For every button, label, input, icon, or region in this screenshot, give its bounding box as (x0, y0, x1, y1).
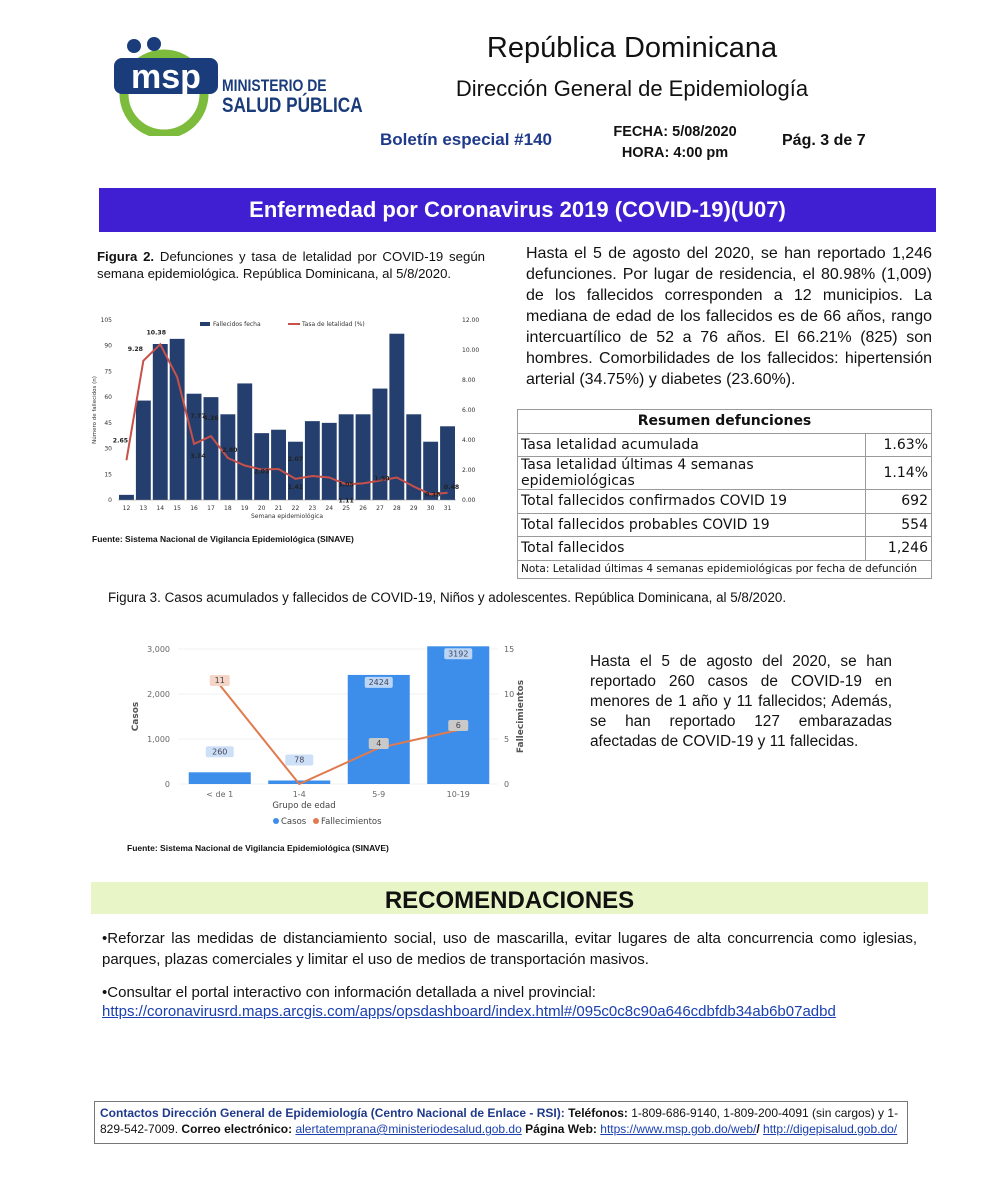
point-label: 2.03 (254, 468, 270, 476)
bar-label: 3192 (448, 649, 469, 659)
y2-tick-label: 10.00 (462, 347, 480, 354)
y-tick-label: 75 (104, 368, 112, 376)
bar-fallecidos (204, 397, 219, 500)
y-axis-label: Número de fallecidos (n) (92, 376, 98, 444)
x-tick-label: 28 (393, 505, 401, 512)
legend-swatch-casos (273, 818, 279, 824)
bar-fallecidos (322, 423, 337, 500)
x-tick-label: 5-9 (372, 790, 386, 799)
point-label: 9.28 (127, 345, 143, 353)
dashboard-link[interactable]: https://coronavirusrd.maps.arcgis.com/apps/opsdashboard/index.html#/095c0c8c90a646cdbfdb34ab6b07adbd (102, 1003, 836, 1020)
legend-swatch-fallecidos (200, 322, 210, 326)
legend-swatch-fallecimientos (313, 818, 319, 824)
contacts-label: Contactos Dirección General de Epidemiología (Centro Nacional de Enlace - RSI): (100, 1106, 565, 1120)
bar-fallecidos (237, 383, 252, 500)
bar-fallecidos (389, 334, 404, 500)
bar-fallecidos (271, 430, 286, 500)
bar-casos (427, 646, 489, 784)
deaths-paragraph: Hasta el 5 de agosto del 2020, se han reportado 1,246 defunciones. Por lugar de residencia, el 80.98% (1,009) de los fallecidos corresponden a 12 municipios. La mediana de edad de los fallecidos es de 66 años, rango intercuartílico de 52 a 76 años. El 66.21% (825) son hombres. Comorbilidades de los fallecidos: hipertensión arterial (34.75%) y diabetes (23.60%). (526, 245, 932, 388)
y-tick-label: 30 (104, 445, 112, 453)
phones-label: Teléfonos: (568, 1106, 628, 1120)
y2-tick-label: 2.00 (462, 467, 476, 474)
x-tick-label: 10-19 (446, 790, 470, 799)
point-label: 2.80 (222, 447, 238, 454)
bar-label: 78 (294, 755, 305, 765)
y2-tick-label: 0.00 (462, 497, 476, 504)
row-value: 1,246 (866, 537, 932, 561)
y2-tick-label: 6.00 (462, 407, 476, 414)
recommendation-text: Consultar el portal interactivo con información detallada a nivel provincial: (107, 984, 596, 1001)
children-cases-chart (118, 618, 538, 836)
bar-fallecidos (254, 433, 269, 500)
bar-fallecidos (136, 401, 151, 500)
web-separator: / (756, 1122, 760, 1136)
line-label: 11 (214, 676, 225, 685)
x-tick-label: 21 (274, 505, 283, 512)
y-tick-label: 105 (100, 317, 112, 324)
point-label: 7.77 (190, 412, 206, 420)
bar-casos (189, 772, 251, 784)
x-tick-label: 14 (156, 505, 165, 512)
org-line2: SALUD PÚBLICA (222, 94, 363, 117)
y-tick-label: 3,000 (147, 645, 170, 654)
line-fallecimientos (220, 685, 459, 784)
recommendation-item (102, 983, 917, 1021)
org-name (222, 76, 363, 116)
y-tick-label: 15 (104, 471, 112, 479)
row-label: Total fallecidos confirmados COVID 19 (518, 490, 866, 514)
page-number: Pág. 3 de 7 (782, 132, 866, 149)
bar-fallecidos (373, 389, 388, 500)
bulletin-number: Boletín especial #140 (380, 130, 552, 149)
phones: 1-809-686-9140, 1-809-200-4091 (sin cargos) y 1-829-542-7009. (100, 1106, 899, 1136)
figure3-source: Fuente: Sistema Nacional de Vigilancia Epidemiológica (SINAVE) (127, 843, 389, 853)
y2-tick-label: 0 (504, 780, 510, 789)
x-tick-label: 23 (308, 505, 317, 512)
y-tick-label: 1,000 (147, 735, 170, 744)
deaths-by-week-chart (88, 308, 498, 530)
table-row (518, 457, 932, 490)
x-tick-label: 29 (409, 505, 418, 512)
point-label: 10.38 (146, 329, 167, 337)
point-label: 1.05 (338, 481, 354, 489)
recommendation-item (102, 928, 917, 970)
table-row (518, 433, 932, 457)
bar-casos (348, 675, 410, 784)
table-row (518, 537, 932, 561)
legend-tasa: Tasa de letalidad (%) (302, 321, 365, 328)
bar-fallecidos (119, 495, 134, 500)
y2-tick-label: 15 (504, 645, 515, 654)
point-label: 3.74 (190, 452, 206, 460)
x-tick-label: 26 (359, 505, 367, 512)
bar-fallecidos (153, 344, 168, 500)
bar-fallecidos (305, 421, 320, 500)
y-tick-label: 60 (104, 394, 112, 402)
row-value: 1.14% (866, 457, 932, 490)
y2-tick-label: 8.00 (462, 377, 476, 384)
figure2-text: Defunciones y tasa de letalidad por COVID-19 según semana epidemiológica. República Dominicana, al 5/8/2020. (97, 249, 485, 281)
y-tick-label: 90 (104, 342, 112, 350)
y-tick-label: 45 (104, 419, 112, 427)
contacts-footer (94, 1101, 908, 1144)
figure2-caption (97, 248, 485, 282)
section-banner: Enfermedad por Coronavirus 2019 (COVID-19)(U07) (99, 188, 936, 232)
logo-text: msp (131, 58, 201, 96)
x-tick-label: 15 (173, 505, 181, 512)
bullet-icon: • (102, 930, 108, 947)
x-tick-label: 25 (342, 505, 350, 512)
y2-tick-label: 10 (504, 690, 515, 699)
line-label: 4 (376, 739, 382, 748)
summary-table (517, 409, 932, 579)
y2-tick-label: 12.00 (462, 317, 480, 324)
x-axis-label: Grupo de edad (272, 801, 336, 811)
summary-note: Nota: Letalidad últimas 4 semanas epidemiológicas por fecha de defunción (518, 560, 932, 578)
recommendation-text: Reforzar las medidas de distanciamiento social, uso de mascarilla, evitar lugares de alta concurrencia como iglesias, parques, plazas comerciales y limitar el uso de medios de transportación masivos. (102, 930, 917, 968)
y2-tick-label: 5 (504, 735, 510, 744)
y-axis-label: Casos (131, 701, 141, 732)
point-label: 1.11 (338, 497, 354, 505)
row-label: Total fallecidos probables COVID 19 (518, 513, 866, 537)
row-label: Total fallecidos (518, 537, 866, 561)
header-subtitle: Dirección General de Epidemiología (455, 76, 809, 101)
children-paragraph: Hasta el 5 de agosto del 2020, se han reportado 260 casos de COVID-19 en menores de 1 año y 11 fallecidos; Además, se han reportado 127 embarazadas afectadas de COVID-19 y 11 fallecidas. (590, 653, 892, 750)
time: HORA: 4:00 pm (621, 145, 729, 161)
y-tick-label: 0 (164, 780, 170, 789)
row-label: Tasa letalidad acumulada (518, 433, 866, 457)
point-label: 2.65 (112, 437, 129, 445)
x-tick-label: 18 (224, 505, 232, 512)
x-tick-label: 16 (190, 505, 198, 512)
row-label: Tasa letalidad últimas 4 semanas epidemiológicas (518, 457, 866, 490)
point-label: 1.41 (287, 483, 304, 491)
figure2-label: Figura 2. (97, 249, 155, 264)
x-tick-label: 22 (291, 505, 300, 512)
web-label: Página Web: (525, 1122, 597, 1136)
x-tick-label: 1-4 (292, 790, 306, 799)
figure2-source: Fuente: Sistema Nacional de Vigilancia Epidemiológica (SINAVE) (92, 534, 354, 544)
bar-fallecidos (170, 339, 185, 500)
point-label: 1.50 (374, 475, 390, 483)
row-value: 554 (866, 513, 932, 537)
row-value: 1.63% (866, 433, 932, 457)
web-link-msp[interactable]: https://www.msp.gob.do/web/ (600, 1122, 757, 1136)
summary-title: Resumen defunciones (518, 410, 932, 434)
y2-tick-label: 4.00 (462, 437, 476, 444)
email-label: Correo electrónico: (181, 1122, 293, 1136)
x-tick-label: 27 (376, 505, 384, 512)
legend-casos: Casos (281, 817, 307, 827)
bullet-icon: • (102, 984, 108, 1001)
x-tick-label: 19 (240, 505, 249, 512)
point-label: 0.38 (425, 491, 441, 499)
x-tick-label: 24 (325, 505, 334, 512)
bar-fallecidos (356, 414, 371, 500)
x-tick-label: < de 1 (206, 790, 234, 799)
y-tick-label: 2,000 (147, 690, 170, 699)
date-time (600, 122, 750, 164)
table-row (518, 490, 932, 514)
line-label: 6 (455, 721, 461, 730)
y-tick-label: 0 (108, 497, 112, 504)
table-row (518, 513, 932, 537)
bar-fallecidos (288, 442, 303, 500)
point-label: 0.48 (443, 483, 460, 491)
x-tick-label: 17 (207, 505, 215, 512)
org-line1: MINISTERIO DE (222, 76, 327, 95)
email-link[interactable]: alertatemprana@ministeriodesalud.gob.do (295, 1122, 522, 1136)
x-tick-label: 31 (443, 505, 452, 512)
point-label: 2.07 (287, 455, 304, 463)
bar-fallecidos (187, 394, 202, 500)
row-value: 692 (866, 490, 932, 514)
legend-fallecidos: Fallecidos fecha (213, 321, 261, 328)
x-tick-label: 13 (139, 505, 148, 512)
bar-label: 2424 (368, 677, 389, 687)
point-label: 4.26 (203, 415, 219, 423)
header-title: República Dominicana (486, 32, 778, 64)
y2-axis-label: Fallecimientos (516, 679, 526, 754)
x-tick-label: 30 (426, 505, 435, 512)
msp-logo-mark (112, 36, 222, 136)
bar-label: 260 (212, 747, 228, 757)
x-axis-label: Semana epidemiológica (250, 513, 324, 520)
date: FECHA: 5/08/2020 (613, 124, 737, 140)
x-tick-label: 12 (122, 505, 131, 512)
recommendations-title: RECOMENDACIONES (91, 882, 928, 914)
legend-fallecimientos: Fallecimientos (321, 817, 382, 827)
x-tick-label: 20 (257, 505, 266, 512)
figure3-caption: Figura 3. Casos acumulados y fallecidos de COVID-19, Niños y adolescentes. República Dominicana, al 5/8/2020. (108, 590, 787, 605)
web-link-digepi[interactable]: http://digepisalud.gob.do/ (763, 1122, 898, 1136)
